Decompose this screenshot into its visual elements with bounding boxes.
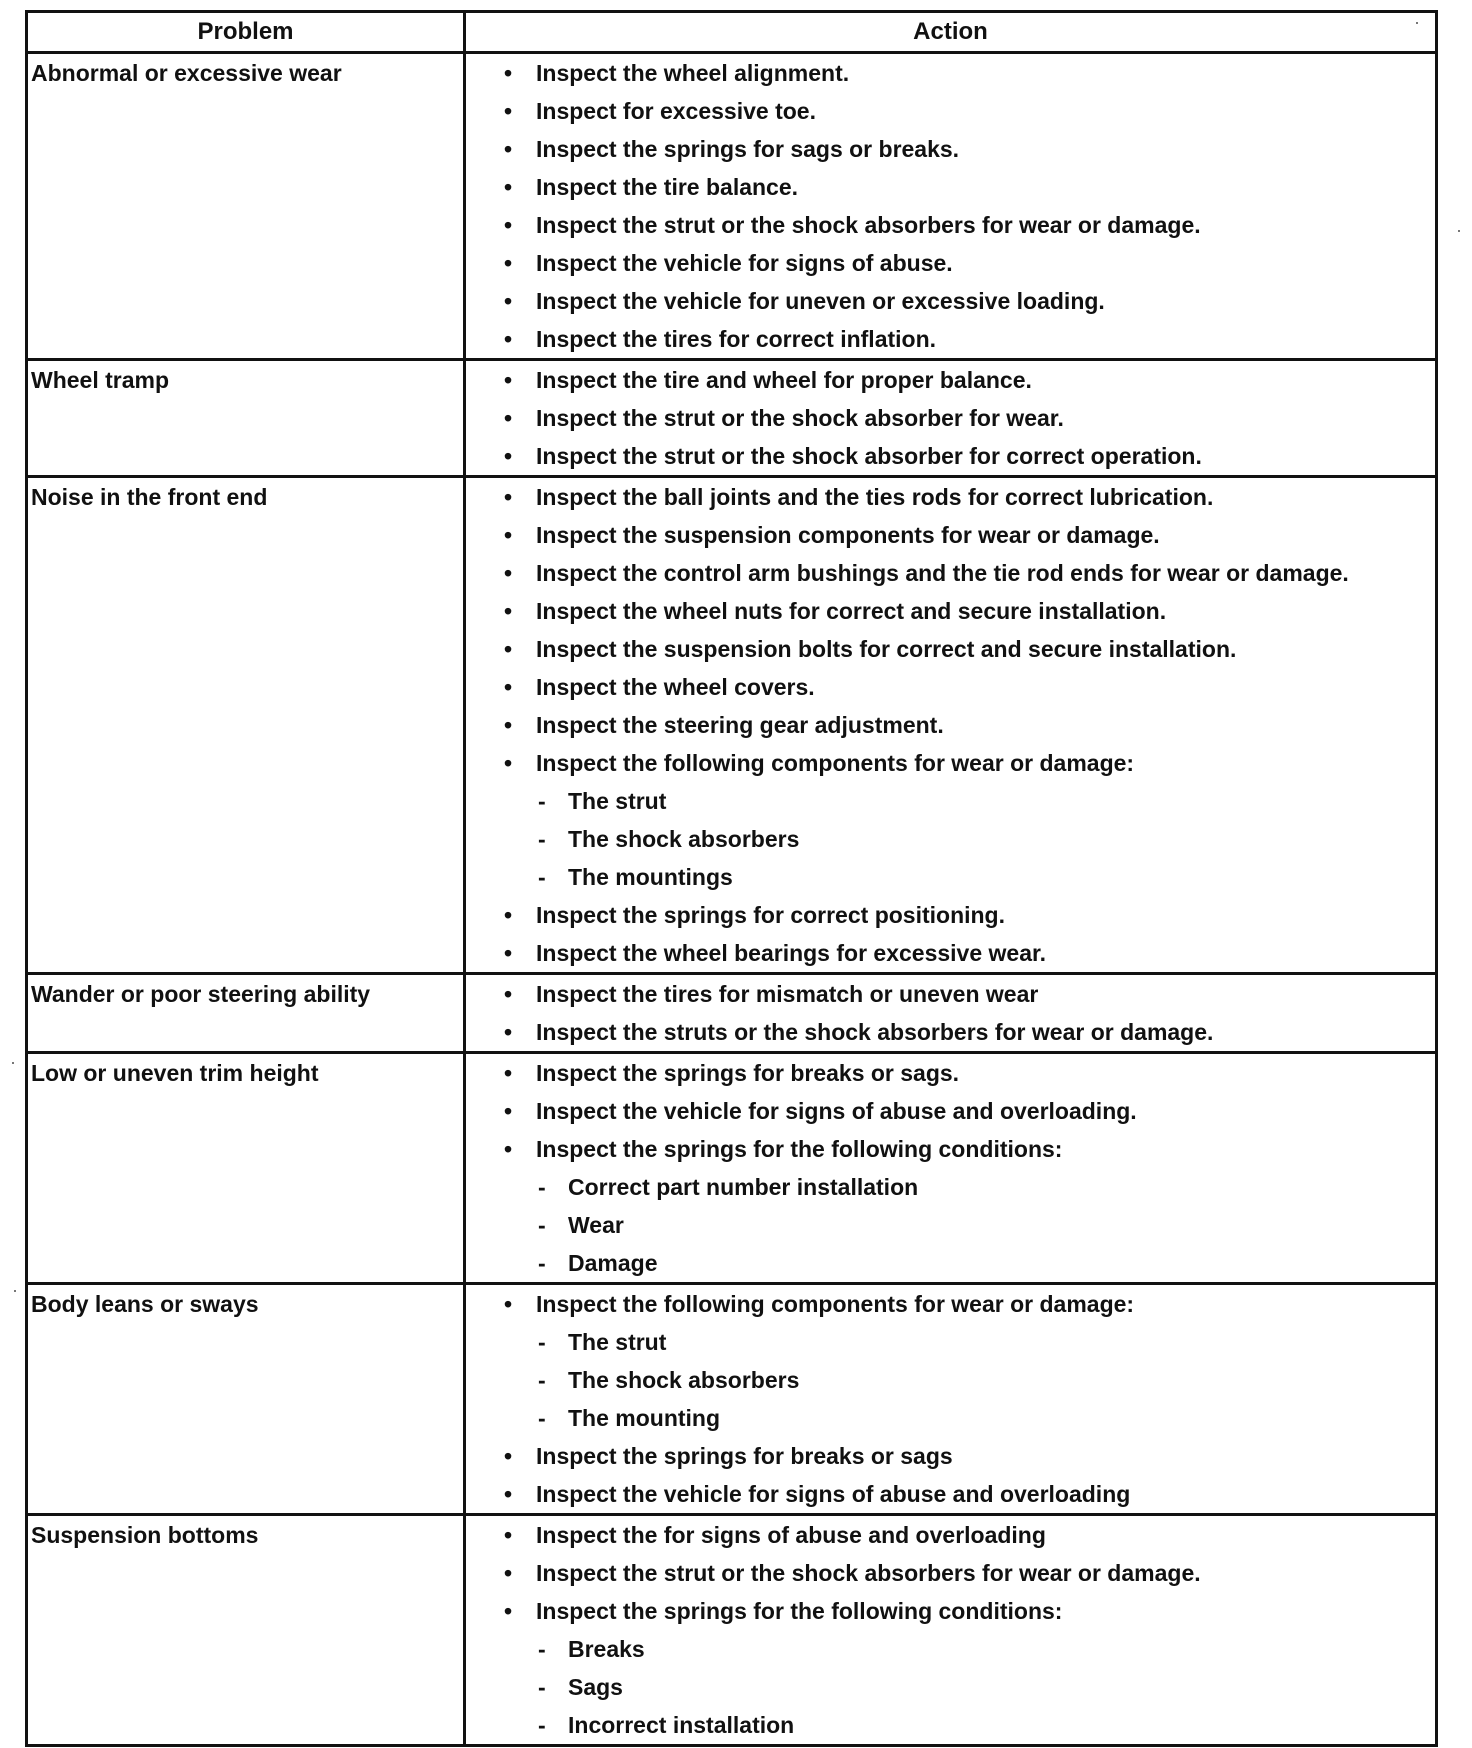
action-item: [504, 361, 1435, 399]
action-cell: [465, 477, 1437, 974]
action-subitem: [504, 1361, 1435, 1399]
action-item: [504, 975, 1435, 1013]
action-item: [504, 1054, 1435, 1092]
table-row: [27, 477, 1437, 974]
action-subitem: [504, 1706, 1435, 1744]
action-item: [504, 1130, 1435, 1168]
action-cell: [465, 53, 1437, 360]
bullet-icon: •: [504, 712, 513, 738]
action-item: [504, 668, 1435, 706]
action-text: Inspect the following components for wear or damage:: [536, 750, 1135, 776]
action-item: [504, 592, 1435, 630]
dash-bullet-icon: -: [538, 1329, 546, 1355]
action-text: Inspect the suspension components for wear or damage.: [536, 522, 1160, 548]
bullet-icon: •: [504, 1560, 513, 1586]
action-cell: [465, 360, 1437, 477]
action-text: Inspect the ball joints and the ties rods for correct lubrication.: [536, 484, 1214, 510]
action-item: [504, 320, 1435, 358]
bullet-icon: •: [504, 174, 513, 200]
action-item: [504, 1554, 1435, 1592]
action-subitem: [504, 858, 1435, 896]
bullet-icon: •: [504, 443, 513, 469]
bullet-icon: •: [504, 902, 513, 928]
action-text: Inspect the wheel alignment.: [536, 60, 850, 86]
bullet-icon: •: [504, 1522, 513, 1548]
bullet-icon: •: [504, 1136, 513, 1162]
bullet-icon: •: [504, 940, 513, 966]
bullet-icon: •: [504, 981, 513, 1007]
action-text: Inspect the struts or the shock absorbers for wear or damage.: [536, 1019, 1214, 1045]
table-body: [27, 53, 1437, 1746]
action-text: Damage: [568, 1250, 658, 1276]
action-list: [466, 54, 1435, 358]
action-item: [504, 399, 1435, 437]
action-subitem: [504, 1630, 1435, 1668]
action-text: Inspect the strut or the shock absorbers for wear or damage.: [536, 212, 1201, 238]
action-text: Inspect the tires for mismatch or uneven wear: [536, 981, 1039, 1007]
action-text: Inspect the springs for the following conditions:: [536, 1598, 1063, 1624]
bullet-icon: •: [504, 1291, 513, 1317]
action-subitem: [504, 1244, 1435, 1282]
action-item: [504, 630, 1435, 668]
table-row: [27, 1284, 1437, 1515]
dash-bullet-icon: -: [538, 826, 546, 852]
bullet-icon: •: [504, 636, 513, 662]
dash-bullet-icon: -: [538, 1636, 546, 1662]
action-item: [504, 168, 1435, 206]
action-item: [504, 1013, 1435, 1051]
problem-cell: Wander or poor steering ability: [27, 974, 465, 1053]
table-row: [27, 974, 1437, 1053]
action-item: [504, 934, 1435, 972]
scan-speck: [1416, 22, 1418, 24]
action-list: [466, 1516, 1435, 1744]
action-subitem: [504, 1668, 1435, 1706]
action-text: Inspect the suspension bolts for correct and secure installation.: [536, 636, 1237, 662]
bullet-icon: •: [504, 326, 513, 352]
bullet-icon: •: [504, 1098, 513, 1124]
action-item: [504, 244, 1435, 282]
problem-cell: Suspension bottoms: [27, 1515, 465, 1746]
action-item: [504, 554, 1435, 592]
action-text: Inspect the springs for sags or breaks.: [536, 136, 960, 162]
action-text: Breaks: [568, 1636, 645, 1662]
dash-bullet-icon: -: [538, 1674, 546, 1700]
bullet-icon: •: [504, 250, 513, 276]
bullet-icon: •: [504, 750, 513, 776]
action-cell: [465, 1515, 1437, 1746]
bullet-icon: •: [504, 1060, 513, 1086]
table-row: [27, 360, 1437, 477]
action-text: The strut: [568, 788, 667, 814]
bullet-icon: •: [504, 288, 513, 314]
bullet-icon: •: [504, 98, 513, 124]
action-text: Inspect the vehicle for signs of abuse.: [536, 250, 953, 276]
bullet-icon: •: [504, 367, 513, 393]
action-list: [466, 478, 1435, 972]
bullet-icon: •: [504, 405, 513, 431]
action-text: Inspect the steering gear adjustment.: [536, 712, 944, 738]
suspension-diagnosis-table: [25, 10, 1438, 1747]
action-text: The mountings: [568, 864, 733, 890]
action-text: Inspect the vehicle for signs of abuse and overloading: [536, 1481, 1131, 1507]
bullet-icon: •: [504, 522, 513, 548]
scan-speck: [1458, 230, 1460, 232]
action-list: [466, 1054, 1435, 1282]
action-item: [504, 1475, 1435, 1513]
action-text: Inspect the wheel bearings for excessive wear.: [536, 940, 1047, 966]
action-item: [504, 130, 1435, 168]
scan-speck: [14, 1290, 16, 1292]
dash-bullet-icon: -: [538, 1174, 546, 1200]
dash-bullet-icon: -: [538, 788, 546, 814]
problem-cell: Abnormal or excessive wear: [27, 53, 465, 360]
bullet-icon: •: [504, 1443, 513, 1469]
table-header-row: [27, 12, 1437, 53]
action-subitem: [504, 1206, 1435, 1244]
action-text: The strut: [568, 1329, 667, 1355]
dash-bullet-icon: -: [538, 1712, 546, 1738]
action-text: Inspect for excessive toe.: [536, 98, 816, 124]
action-text: The shock absorbers: [568, 1367, 800, 1393]
dash-bullet-icon: -: [538, 1405, 546, 1431]
action-text: Inspect the strut or the shock absorber for wear.: [536, 405, 1064, 431]
action-text: Wear: [568, 1212, 624, 1238]
action-text: Inspect the springs for breaks or sags: [536, 1443, 953, 1469]
action-item: [504, 1437, 1435, 1475]
action-text: Inspect the springs for correct positioning.: [536, 902, 1005, 928]
action-subitem: [504, 1323, 1435, 1361]
bullet-icon: •: [504, 598, 513, 624]
action-item: [504, 206, 1435, 244]
action-list: [466, 361, 1435, 475]
action-text: Inspect the wheel nuts for correct and secure installation.: [536, 598, 1167, 624]
action-subitem: [504, 1168, 1435, 1206]
diagnosis-sheet: [25, 10, 1435, 1747]
action-cell: [465, 1053, 1437, 1284]
bullet-icon: •: [504, 674, 513, 700]
header-problem: Problem: [27, 12, 465, 53]
dash-bullet-icon: -: [538, 1367, 546, 1393]
action-item: [504, 1592, 1435, 1630]
action-item: [504, 1516, 1435, 1554]
bullet-icon: •: [504, 136, 513, 162]
action-text: Inspect the tire and wheel for proper balance.: [536, 367, 1032, 393]
action-text: Inspect the tires for correct inflation.: [536, 326, 937, 352]
action-list: [466, 975, 1435, 1051]
problem-cell: Wheel tramp: [27, 360, 465, 477]
action-text: Inspect the following components for wear or damage:: [536, 1291, 1135, 1317]
action-cell: [465, 974, 1437, 1053]
bullet-icon: •: [504, 1598, 513, 1624]
action-list: [466, 1285, 1435, 1513]
action-item: [504, 1092, 1435, 1130]
header-action: Action: [465, 12, 1437, 53]
action-text: Inspect the strut or the shock absorbers for wear or damage.: [536, 1560, 1201, 1586]
action-item: [504, 516, 1435, 554]
problem-cell: Noise in the front end: [27, 477, 465, 974]
action-text: Inspect the vehicle for uneven or excessive loading.: [536, 288, 1105, 314]
action-text: Sags: [568, 1674, 623, 1700]
action-item: [504, 744, 1435, 782]
action-text: Inspect the vehicle for signs of abuse and overloading.: [536, 1098, 1137, 1124]
bullet-icon: •: [504, 484, 513, 510]
action-subitem: [504, 820, 1435, 858]
bullet-icon: •: [504, 212, 513, 238]
action-item: [504, 54, 1435, 92]
action-subitem: [504, 1399, 1435, 1437]
action-item: [504, 282, 1435, 320]
action-item: [504, 478, 1435, 516]
action-item: [504, 706, 1435, 744]
bullet-icon: •: [504, 60, 513, 86]
action-text: Inspect the tire balance.: [536, 174, 799, 200]
action-item: [504, 896, 1435, 934]
action-text: The mounting: [568, 1405, 721, 1431]
action-text: Inspect the springs for the following conditions:: [536, 1136, 1063, 1162]
action-item: [504, 437, 1435, 475]
action-item: [504, 1285, 1435, 1323]
dash-bullet-icon: -: [538, 1250, 546, 1276]
bullet-icon: •: [504, 1481, 513, 1507]
table-row: [27, 1515, 1437, 1746]
action-text: Correct part number installation: [568, 1174, 919, 1200]
action-text: The shock absorbers: [568, 826, 800, 852]
action-text: Inspect the wheel covers.: [536, 674, 815, 700]
action-text: Inspect the for signs of abuse and overloading: [536, 1522, 1046, 1548]
bullet-icon: •: [504, 1019, 513, 1045]
action-text: Inspect the control arm bushings and the tie rod ends for wear or damage.: [536, 560, 1349, 586]
table-row: [27, 53, 1437, 360]
action-text: Incorrect installation: [568, 1712, 795, 1738]
action-text: Inspect the strut or the shock absorber for correct operation.: [536, 443, 1202, 469]
problem-cell: Low or uneven trim height: [27, 1053, 465, 1284]
action-text: Inspect the springs for breaks or sags.: [536, 1060, 960, 1086]
action-item: [504, 92, 1435, 130]
bullet-icon: •: [504, 560, 513, 586]
action-subitem: [504, 782, 1435, 820]
dash-bullet-icon: -: [538, 1212, 546, 1238]
problem-cell: Body leans or sways: [27, 1284, 465, 1515]
dash-bullet-icon: -: [538, 864, 546, 890]
action-cell: [465, 1284, 1437, 1515]
scan-speck: [12, 1062, 14, 1064]
table-row: [27, 1053, 1437, 1284]
